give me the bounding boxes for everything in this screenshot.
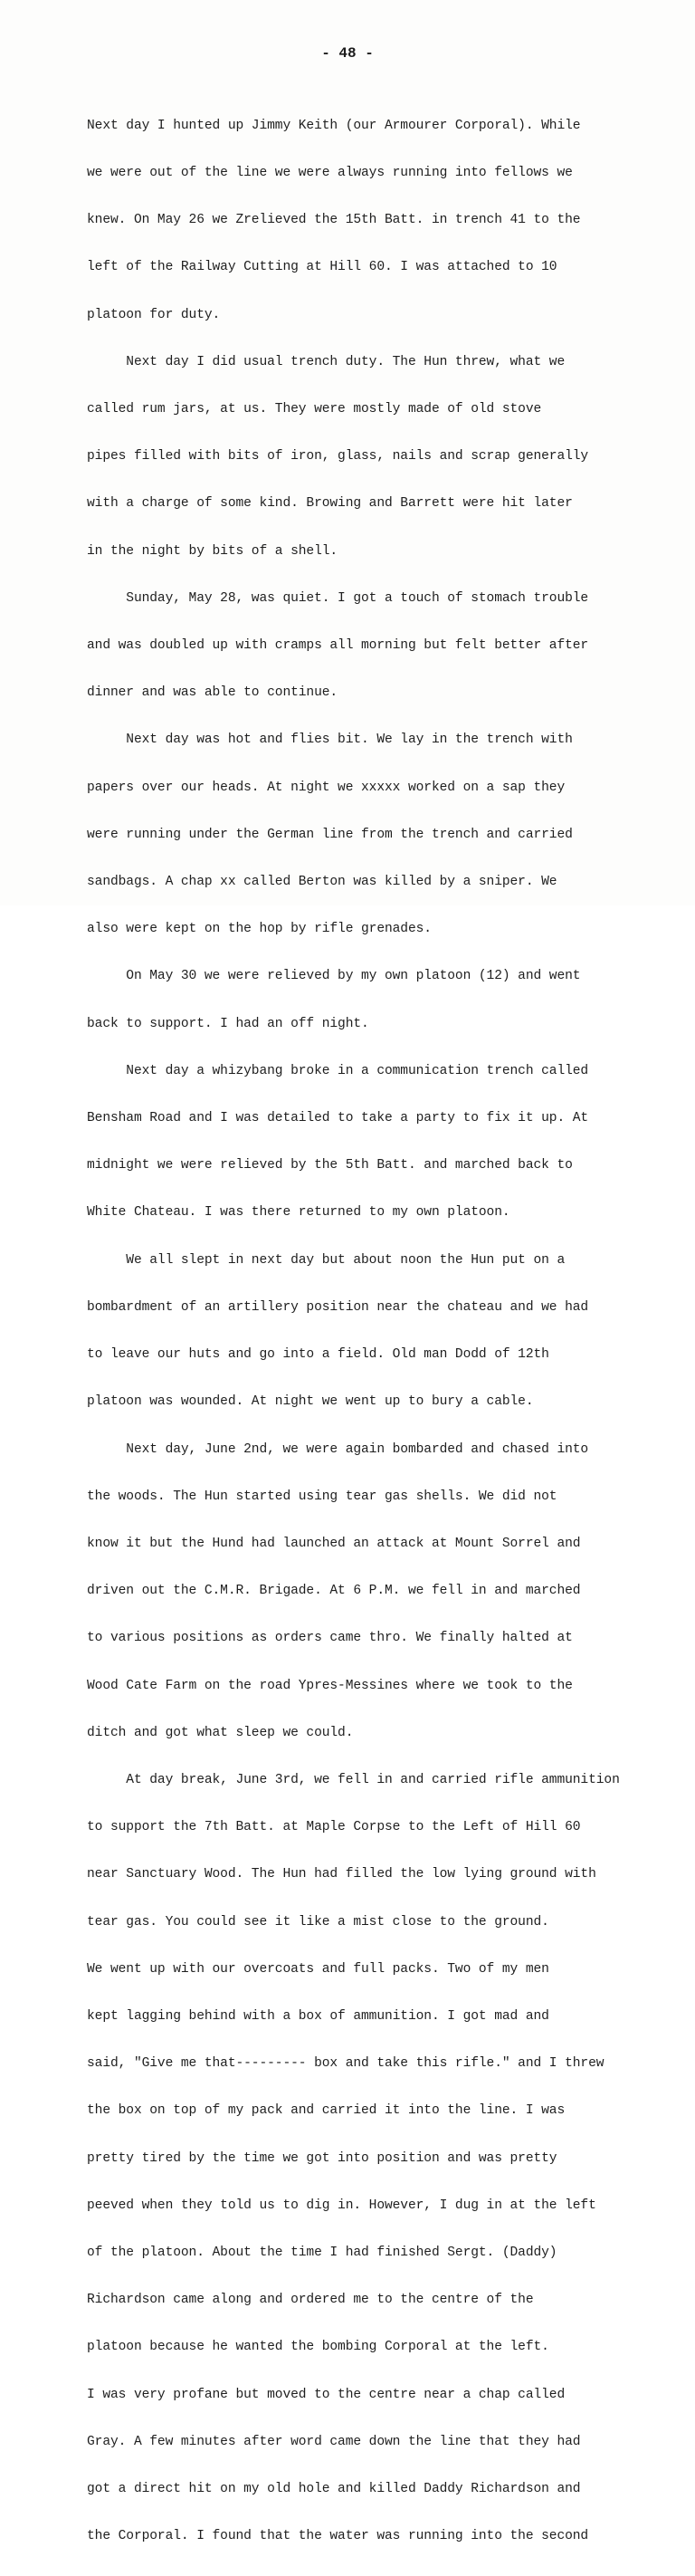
text-line: back to support. I had an off night. — [87, 1016, 369, 1031]
text-line: of the platoon. About the time I had finished Sergt. (Daddy) — [87, 2245, 557, 2260]
text-line: At day break, June 3rd, we fell in and carried rifle ammunition — [87, 1772, 620, 1787]
text-line: we were out of the line we were always running into fellows we — [87, 166, 573, 181]
text-line: the Corporal. I found that the water was running into the second — [87, 2529, 589, 2544]
text-line: dinner and was able to continue. — [87, 685, 338, 701]
text-line: the woods. The Hun started using tear gas shells. We did not — [87, 1489, 557, 1504]
text-line: with a charge of some kind. Browing and Barrett were hit later — [87, 496, 573, 512]
text-line: to support the 7th Batt. at Maple Corpse to the Left of Hill 60 — [87, 1820, 581, 1835]
text-line: I was very profane but moved to the centre near a chap called — [87, 2387, 566, 2402]
text-line: left of the Railway Cutting at Hill 60. I was attached to 10 — [87, 260, 557, 275]
text-line: also were kept on the hop by rifle grenades. — [87, 922, 432, 937]
text-line: and was doubled up with cramps all morning but felt better after — [87, 638, 589, 654]
text-line: Wood Cate Farm on the road Ypres-Messines where we took to the — [87, 1678, 573, 1693]
text-line: in the night by bits of a shell. — [87, 543, 338, 559]
text-line: driven out the C.M.R. Brigade. At 6 P.M. we fell in and marched — [87, 1584, 581, 1599]
text-line: ditch and got what sleep we could. — [87, 1725, 354, 1740]
text-line: We went up with our overcoats and full packs. Two of my men — [87, 1961, 549, 1977]
text-line: sandbags. A chap xx called Berton was killed by a sniper. We — [87, 875, 557, 890]
text-line: papers over our heads. At night we xxxxx worked on a sap they — [87, 780, 566, 795]
text-line: knew. On May 26 we Zrelieved the 15th Batt. in trench 41 to the — [87, 213, 581, 228]
body-text — [87, 87, 666, 2576]
text-line: Sunday, May 28, was quiet. I got a touch of stomach trouble — [87, 590, 589, 606]
text-line: near Sanctuary Wood. The Hun had filled the low lying ground with — [87, 1867, 596, 1882]
text-line: tear gas. You could see it like a mist close to the ground. — [87, 1914, 549, 1930]
text-line: Next day I hunted up Jimmy Keith (our Armourer Corporal). While — [87, 118, 581, 133]
text-line: Richardson came along and ordered me to the centre of the — [87, 2293, 534, 2308]
text-line: were running under the German line from the trench and carried — [87, 827, 573, 842]
page-number: - 48 - — [321, 45, 374, 62]
text-line: Next day was hot and flies bit. We lay in the trench with — [87, 733, 573, 748]
text-line: pretty tired by the time we got into position and was pretty — [87, 2150, 557, 2166]
text-line: Next day I did usual trench duty. The Hun threw, what we — [87, 354, 566, 369]
text-line: On May 30 we were relieved by my own platoon (12) and went — [87, 969, 581, 984]
text-line: bombardment of an artillery position near the chateau and we had — [87, 1299, 589, 1315]
text-line: the box on top of my pack and carried it into the line. I was — [87, 2103, 566, 2119]
text-line: midnight we were relieved by the 5th Batt. and marched back to — [87, 1158, 573, 1173]
text-line: Bensham Road and I was detailed to take a party to fix it up. At — [87, 1111, 589, 1126]
text-line: peeved when they told us to dig in. However, I dug in at the left — [87, 2198, 596, 2213]
text-line: Next day, June 2nd, we were again bombarded and chased into — [87, 1441, 589, 1457]
text-line: White Chateau. I was there returned to my own platoon. — [87, 1205, 510, 1221]
text-line: We all slept in next day but about noon the Hun put on a — [87, 1252, 566, 1268]
text-line: platoon was wounded. At night we went up to bury a cable. — [87, 1394, 534, 1410]
text-line: platoon for duty. — [87, 307, 221, 322]
text-line: to various positions as orders came thro. We finally halted at — [87, 1631, 573, 1646]
text-line: said, "Give me that--------- box and take this rifle." and I threw — [87, 2056, 605, 2072]
text-line: Next day a whizybang broke in a communication trench called — [87, 1063, 589, 1078]
text-line: Gray. A few minutes after word came down the line that they had — [87, 2434, 581, 2449]
text-line: pipes filled with bits of iron, glass, nails and scrap generally — [87, 449, 589, 464]
text-line: know it but the Hund had launched an attack at Mount Sorrel and — [87, 1536, 581, 1551]
text-line: to leave our huts and go into a field. Old man Dodd of 12th — [87, 1347, 549, 1363]
text-line: got a direct hit on my old hole and killed Daddy Richardson and — [87, 2481, 581, 2496]
text-line: kept lagging behind with a box of ammunition. I got mad and — [87, 2008, 549, 2024]
text-line: platoon because he wanted the bombing Corporal at the left. — [87, 2340, 549, 2355]
text-line: called rum jars, at us. They were mostly made of old stove — [87, 402, 542, 417]
